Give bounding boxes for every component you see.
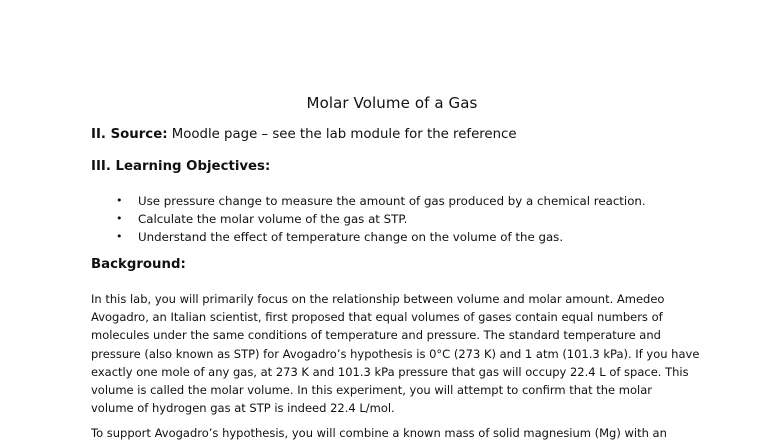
bullet-icon: • <box>116 230 123 243</box>
bullet-icon: • <box>116 194 123 207</box>
source-label: II. Source: <box>91 127 168 142</box>
bullet-icon: • <box>116 212 123 225</box>
objectives-heading: III. Learning Objectives: <box>91 159 271 174</box>
background-paragraph <box>91 290 703 417</box>
paragraph-line: Avogadro, an Italian scientist, first proposed that equal volumes of gases contain equal numbers of <box>91 310 663 325</box>
source-text: Moodle page – see the lab module for the reference <box>167 127 517 142</box>
objective-text: Understand the effect of temperature change on the volume of the gas. <box>138 230 564 244</box>
list-item <box>91 192 646 210</box>
background-heading: Background: <box>91 257 186 272</box>
paragraph-line: volume is called the molar volume. In this experiment, you will attempt to confirm that the molar <box>91 383 652 398</box>
paragraph-line: pressure (also known as STP) for Avogadro’s hypothesis is 0°C (273 K) and 1 atm (101.3 kPa). If you have <box>91 346 700 361</box>
objective-text: Use pressure change to measure the amount of gas produced by a chemical reaction. <box>138 194 646 208</box>
document-title: Molar Volume of a Gas <box>306 94 478 112</box>
objective-text: Calculate the molar volume of the gas at STP. <box>138 212 408 226</box>
source-line <box>91 127 517 142</box>
list-item <box>91 210 646 228</box>
objectives-list <box>91 192 646 246</box>
paragraph-line: volume of hydrogen gas at STP is indeed 22.4 L/mol. <box>91 401 395 416</box>
next-paragraph <box>91 424 703 441</box>
paragraph-line: In this lab, you will primarily focus on the relationship between volume and molar amount. Amedeo <box>91 292 665 306</box>
paragraph-line: To support Avogadro’s hypothesis, you will combine a known mass of solid magnesium (Mg) with an <box>91 426 667 440</box>
paragraph-line: molecules under the same conditions of temperature and pressure. The standard temperature and <box>91 328 661 343</box>
paragraph-line: exactly one mole of any gas, at 273 K and 101.3 kPa pressure that gas will occupy 22.4 L of space. This <box>91 364 689 379</box>
list-item <box>91 228 646 246</box>
